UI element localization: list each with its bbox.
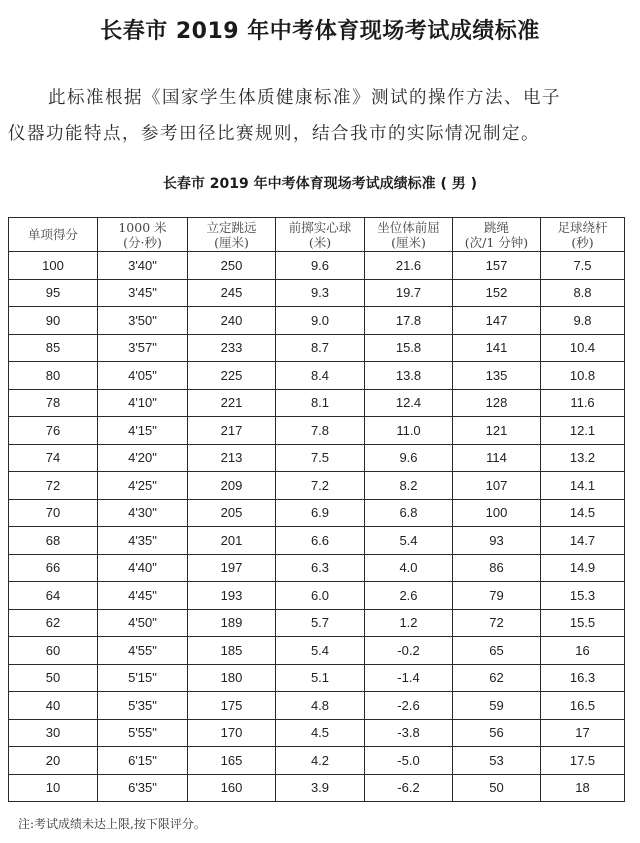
column-header — [365, 218, 453, 252]
table-cell: 170 — [188, 719, 276, 747]
table-cell: 250 — [188, 252, 276, 280]
table-cell: -1.4 — [365, 664, 453, 692]
table-cell: 5'15" — [98, 664, 188, 692]
table-cell: 5'35" — [98, 692, 188, 720]
table-row — [9, 252, 625, 280]
table-cell: 17 — [541, 719, 625, 747]
footnote: 注:考试成绩未达上限,按下限评分。 — [18, 817, 206, 831]
document-title: 长春市 2019 年中考体育现场考试成绩标准 — [100, 19, 540, 44]
table-cell: 15.8 — [365, 334, 453, 362]
table-cell: 7.5 — [276, 444, 365, 472]
table-cell: 7.5 — [541, 252, 625, 280]
table-cell: 157 — [453, 252, 541, 280]
table-cell: 21.6 — [365, 252, 453, 280]
table-cell: 16 — [541, 637, 625, 665]
table-row — [9, 582, 625, 610]
table-cell: 64 — [9, 582, 98, 610]
intro-line-1: 此标准根据《国家学生体质健康标准》测试的操作方法、电子 — [48, 88, 561, 108]
table-cell: 7.2 — [276, 472, 365, 500]
table-cell: 193 — [188, 582, 276, 610]
table-row — [9, 554, 625, 582]
table-cell: 4'20" — [98, 444, 188, 472]
table-cell: 5.4 — [276, 637, 365, 665]
table-cell: 9.3 — [276, 279, 365, 307]
table-cell: 90 — [9, 307, 98, 335]
table-cell: 79 — [453, 582, 541, 610]
table-cell: 245 — [188, 279, 276, 307]
table-cell: 56 — [453, 719, 541, 747]
table-cell: 1.2 — [365, 609, 453, 637]
table-cell: 62 — [453, 664, 541, 692]
table-cell: 2.6 — [365, 582, 453, 610]
table-row — [9, 334, 625, 362]
column-header-unit: (米) — [308, 234, 332, 250]
table-cell: 201 — [188, 527, 276, 555]
table-cell: 13.2 — [541, 444, 625, 472]
table-cell: 74 — [9, 444, 98, 472]
table-cell: 8.2 — [365, 472, 453, 500]
table-cell: 18 — [541, 774, 625, 802]
table-cell: 12.1 — [541, 417, 625, 445]
column-header-name: 1000 米 — [118, 219, 167, 235]
table-cell: 5.1 — [276, 664, 365, 692]
table-cell: 180 — [188, 664, 276, 692]
table-cell: 6.8 — [365, 499, 453, 527]
column-header-unit: (秒) — [571, 234, 594, 250]
table-cell: 17.8 — [365, 307, 453, 335]
table-cell: 6.9 — [276, 499, 365, 527]
table-cell: -0.2 — [365, 637, 453, 665]
table-cell: 6'35" — [98, 774, 188, 802]
column-header-name: 坐位体前屈 — [377, 219, 440, 235]
table-cell: 6'15" — [98, 747, 188, 775]
table-cell: 3'50" — [98, 307, 188, 335]
table-cell: 86 — [453, 554, 541, 582]
table-cell: 9.0 — [276, 307, 365, 335]
table-cell: 121 — [453, 417, 541, 445]
table-cell: 17.5 — [541, 747, 625, 775]
table-cell: 59 — [453, 692, 541, 720]
table-cell: 11.0 — [365, 417, 453, 445]
table-cell: 128 — [453, 389, 541, 417]
table-row — [9, 417, 625, 445]
table-row — [9, 279, 625, 307]
table-cell: 197 — [188, 554, 276, 582]
table-cell: 4'10" — [98, 389, 188, 417]
table-cell: 213 — [188, 444, 276, 472]
table-row — [9, 362, 625, 390]
table-cell: 40 — [9, 692, 98, 720]
table-cell: 14.5 — [541, 499, 625, 527]
table-cell: 66 — [9, 554, 98, 582]
table-cell: 13.8 — [365, 362, 453, 390]
table-cell: 114 — [453, 444, 541, 472]
table-cell: 50 — [9, 664, 98, 692]
table-cell: 14.1 — [541, 472, 625, 500]
column-header-unit: (厘米) — [391, 234, 426, 250]
table-cell: 7.8 — [276, 417, 365, 445]
table-cell: 80 — [9, 362, 98, 390]
column-header-name: 立定跳远 — [206, 219, 257, 235]
table-cell: 50 — [453, 774, 541, 802]
column-header-name: 跳绳 — [483, 219, 509, 235]
table-cell: 10 — [9, 774, 98, 802]
table-cell: 53 — [453, 747, 541, 775]
table-cell: 72 — [9, 472, 98, 500]
table-row — [9, 774, 625, 802]
table-cell: 15.5 — [541, 609, 625, 637]
table-cell: 3.9 — [276, 774, 365, 802]
table-cell: 4.8 — [276, 692, 365, 720]
table-cell: 189 — [188, 609, 276, 637]
table-cell: 14.9 — [541, 554, 625, 582]
table-cell: 70 — [9, 499, 98, 527]
intro-line-2: 仪器功能特点，参考田径比赛规则，结合我市的实际情况制定。 — [8, 124, 540, 144]
table-cell: 76 — [9, 417, 98, 445]
table-cell: -2.6 — [365, 692, 453, 720]
table-cell: 12.4 — [365, 389, 453, 417]
table-cell: 16.3 — [541, 664, 625, 692]
table-cell: 107 — [453, 472, 541, 500]
table-cell: 8.1 — [276, 389, 365, 417]
table-cell: 65 — [453, 637, 541, 665]
table-cell: 225 — [188, 362, 276, 390]
table-cell: 233 — [188, 334, 276, 362]
table-cell: 78 — [9, 389, 98, 417]
table-cell: 62 — [9, 609, 98, 637]
table-cell: 3'57" — [98, 334, 188, 362]
table-row — [9, 609, 625, 637]
table-cell: -6.2 — [365, 774, 453, 802]
table-cell: 4'30" — [98, 499, 188, 527]
table-cell: 3'40" — [98, 252, 188, 280]
table-cell: 165 — [188, 747, 276, 775]
table-title: 长春市 2019 年中考体育现场考试成绩标准 ( 男 ) — [162, 176, 478, 192]
table-row — [9, 499, 625, 527]
table-cell: -5.0 — [365, 747, 453, 775]
table-cell: 14.7 — [541, 527, 625, 555]
table-row — [9, 637, 625, 665]
table-row — [9, 527, 625, 555]
table-cell: 3'45" — [98, 279, 188, 307]
table-cell: 15.3 — [541, 582, 625, 610]
table-cell: 85 — [9, 334, 98, 362]
table-row — [9, 444, 625, 472]
table-cell: 100 — [453, 499, 541, 527]
table-cell: 4'55" — [98, 637, 188, 665]
table-cell: 72 — [453, 609, 541, 637]
table-cell: 4.5 — [276, 719, 365, 747]
table-cell: 8.8 — [541, 279, 625, 307]
column-header-name: 单项得分 — [27, 227, 78, 242]
table-cell: 6.3 — [276, 554, 365, 582]
column-header-unit: (次/1 分钟) — [464, 234, 529, 250]
table-cell: 20 — [9, 747, 98, 775]
column-header-name: 前掷实心球 — [288, 219, 352, 235]
table-cell: 30 — [9, 719, 98, 747]
column-header — [98, 218, 188, 252]
table-cell: 8.7 — [276, 334, 365, 362]
table-cell: 135 — [453, 362, 541, 390]
table-cell: 209 — [188, 472, 276, 500]
table-cell: 4'40" — [98, 554, 188, 582]
column-header — [453, 218, 541, 252]
table-row — [9, 692, 625, 720]
column-header — [9, 218, 98, 252]
table-header-row — [9, 218, 625, 252]
column-header-unit: (分·秒) — [123, 234, 162, 250]
table-row — [9, 719, 625, 747]
column-header-name: 足球绕杆 — [557, 219, 608, 235]
table-cell: 11.6 — [541, 389, 625, 417]
table-cell: 240 — [188, 307, 276, 335]
table-cell: 5.7 — [276, 609, 365, 637]
score-standard-table — [8, 217, 625, 802]
table-cell: 221 — [188, 389, 276, 417]
table-cell: 8.4 — [276, 362, 365, 390]
table-cell: 205 — [188, 499, 276, 527]
table-cell: 141 — [453, 334, 541, 362]
table-cell: 6.6 — [276, 527, 365, 555]
table-row — [9, 747, 625, 775]
table-row — [9, 389, 625, 417]
table-cell: 147 — [453, 307, 541, 335]
table-row — [9, 472, 625, 500]
column-header-unit: (厘米) — [214, 234, 249, 250]
table-cell: 185 — [188, 637, 276, 665]
table-cell: 10.4 — [541, 334, 625, 362]
intro-paragraph — [8, 80, 628, 152]
table-cell: 4.0 — [365, 554, 453, 582]
table-cell: 5'55" — [98, 719, 188, 747]
table-cell: -3.8 — [365, 719, 453, 747]
column-header — [541, 218, 625, 252]
table-cell: 4'50" — [98, 609, 188, 637]
table-cell: 19.7 — [365, 279, 453, 307]
table-cell: 93 — [453, 527, 541, 555]
table-cell: 100 — [9, 252, 98, 280]
table-cell: 217 — [188, 417, 276, 445]
table-cell: 9.8 — [541, 307, 625, 335]
table-cell: 4'35" — [98, 527, 188, 555]
table-row — [9, 307, 625, 335]
table-cell: 4'25" — [98, 472, 188, 500]
table-cell: 4'15" — [98, 417, 188, 445]
table-cell: 4'05" — [98, 362, 188, 390]
column-header — [276, 218, 365, 252]
table-cell: 5.4 — [365, 527, 453, 555]
table-cell: 10.8 — [541, 362, 625, 390]
table-cell: 6.0 — [276, 582, 365, 610]
table-cell: 160 — [188, 774, 276, 802]
table-cell: 9.6 — [365, 444, 453, 472]
table-row — [9, 664, 625, 692]
table-cell: 9.6 — [276, 252, 365, 280]
column-header — [188, 218, 276, 252]
table-cell: 175 — [188, 692, 276, 720]
table-cell: 4.2 — [276, 747, 365, 775]
table-cell: 152 — [453, 279, 541, 307]
table-cell: 68 — [9, 527, 98, 555]
table-cell: 95 — [9, 279, 98, 307]
table-cell: 60 — [9, 637, 98, 665]
table-cell: 4'45" — [98, 582, 188, 610]
table-cell: 16.5 — [541, 692, 625, 720]
